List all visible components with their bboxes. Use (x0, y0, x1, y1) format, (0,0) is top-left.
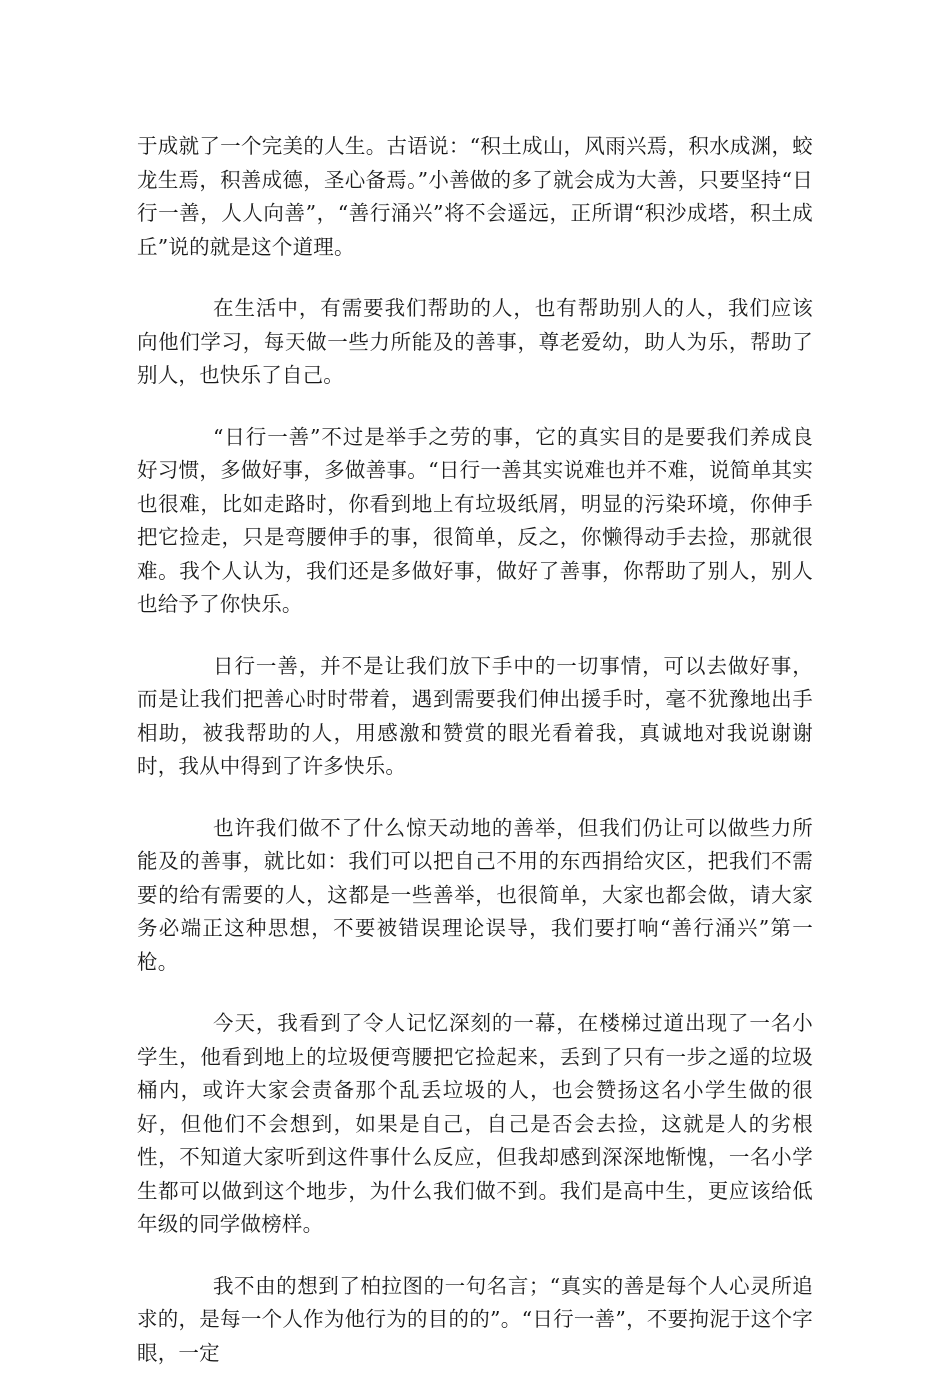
paragraph: 日行一善，并不是让我们放下手中的一切事情，可以去做好事，而是让我们把善心时时带着，遇到需要我们伸出援手时，毫不犹豫地出手相助，被我帮助的人，用感激和赞赏的眼光看着我，真诚地对我说谢谢时，我从中得到了许多快乐。 (137, 653, 813, 778)
paragraph: 我不由的想到了柏拉图的一句名言；“真实的善是每个人心灵所追求的，是每一个人作为他行为的目的的”。“日行一善”，不要拘泥于这个字眼，一定 (137, 1273, 813, 1365)
paragraph: “日行一善”不过是举手之劳的事，它的真实目的是要我们养成良好习惯，多做好事，多做善事。“日行一善其实说难也并不难，说简单其实也很难，比如走路时，你看到地上有垃圾纸屑，明显的污染环境，你伸手把它捡走，只是弯腰伸手的事，很简单，反之，你懒得动手去捡，那就很难。我个人认为，我们还是多做好事，做好了善事，你帮助了别人，别人也给予了你快乐。 (137, 424, 813, 616)
document-body (137, 130, 813, 1398)
paragraph: 也许我们做不了什么惊天动地的善举，但我们仍让可以做些力所能及的善事，就比如：我们可以把自己不用的东西捐给灾区，把我们不需要的给有需要的人，这都是一些善举，也很简单，大家也都会做，请大家务必端正这种思想，不要被错误理论误导，我们要打响“善行涌兴”第一枪。 (137, 815, 813, 974)
paragraph: 在生活中，有需要我们帮助的人，也有帮助别人的人，我们应该向他们学习，每天做一些力所能及的善事，尊老爱幼，助人为乐，帮助了别人，也快乐了自己。 (137, 296, 813, 387)
paragraph-continuation: 于成就了一个完美的人生。古语说：“积土成山，风雨兴焉，积水成渊，蛟龙生焉，积善成德，圣心备焉。”小善做的多了就会成为大善，只要坚持“日行一善，人人向善”，“善行涌兴”将不会遥远，正所谓“积沙成塔，积土成丘”说的就是这个道理。 (137, 134, 813, 259)
paragraph: 今天，我看到了令人记忆深刻的一幕，在楼梯过道出现了一名小学生，他看到地上的垃圾便弯腰把它捡起来，丢到了只有一步之遥的垃圾桶内，或许大家会责备那个乱丢垃圾的人，也会赞扬这名小学生做的很好，但他们不会想到，如果是自己，自己是否会去捡，这就是人的劣根性，不知道大家听到这件事什么反应，但我却感到深深地惭愧，一名小学生都可以做到这个地步，为什么我们做不到。我们是高中生，更应该给低年级的同学做榜样。 (137, 1011, 813, 1236)
